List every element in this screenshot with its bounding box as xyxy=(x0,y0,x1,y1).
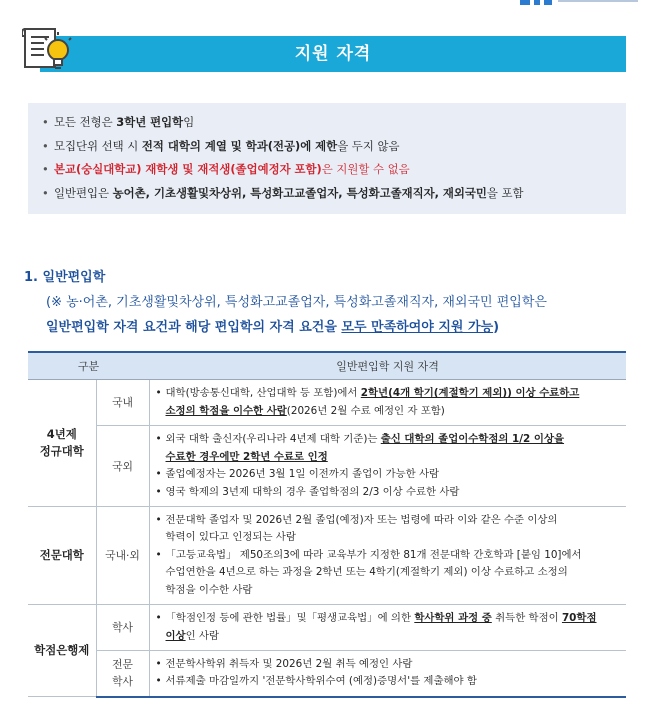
requirement-cell: • 전문대학 졸업자 및 2026년 2월 졸업(예정)자 또는 법령에 따라 이와 같은 수준 이상의 학력이 있다고 인정되는 사람 • 「고등교육법」 제50조의3에 따라 교육부가 지정한 81개 전문대학 간호학과 [붙임 10]에서 수업연한을 4년으로 하는 과정을 2학년 또는 4학기(계절학기 제외) 이상 수료하고 소정의 학점을 이수한 사람 xyxy=(149,507,626,605)
category-four-year: 4년제 정규대학 xyxy=(28,380,96,507)
section-note-line2: 일반편입학 자격 요건과 해당 편입학의 자격 요건을 모두 만족하여야 지원 가능) xyxy=(46,320,500,335)
subcategory-domestic: 국내 xyxy=(96,380,149,426)
subcategory-domestic-foreign: 국내·외 xyxy=(96,507,149,605)
requirements-table xyxy=(28,351,626,698)
notice-item: • 본교(숭실대학교) 재학생 및 재적생(졸업예정자 포함)은 지원할 수 없음 xyxy=(42,162,410,177)
requirement-cell: • 외국 대학 출신자(우리나라 4년제 대학 기준)는 출신 대학의 졸업이수학점의 1/2 이상을 수료한 경우에만 2학년 수료로 인정 • 졸업예정자는 2026년 3월 1일 이전까지 졸업이 가능한 사람 • 영국 학제의 3년제 대학의 경우 졸업학점의 2/3 이상 수료한 사람 xyxy=(149,426,626,507)
header-requirement: 일반편입학 지원 자격 xyxy=(149,352,626,380)
notice-item: • 모집단위 선택 시 전적 대학의 계열 및 학과(전공)에 제한을 두지 않음 xyxy=(42,138,400,153)
notice-item: • 일반편입은 농어촌, 기초생활및차상위, 특성화고교졸업자, 특성화고졸재직자, 재외국민을 포함 xyxy=(42,185,524,200)
subcategory-bachelor: 학사 xyxy=(96,605,149,651)
header-category: 구분 xyxy=(28,352,149,380)
requirement-cell: • 전문학사학위 취득자 및 2026년 2월 취득 예정인 사람 • 서류제출 마감일까지 '전문학사학위수여 (예정)증명서'를 제출해야 함 xyxy=(149,651,626,697)
subcategory-associate: 전문 학사 xyxy=(96,651,149,697)
top-logo-fragment xyxy=(520,0,640,6)
section-title: 1. 일반편입학 xyxy=(24,270,106,285)
notice-box xyxy=(28,103,626,214)
section-note-line1: (※ 농·어촌, 기초생활및차상위, 특성화고교졸업자, 특성화고졸재직자, 재외국민 편입학은 xyxy=(46,295,547,310)
notice-item: • 모든 전형은 3학년 편입학임 xyxy=(42,115,195,129)
requirement-cell: • 대학(방송통신대학, 산업대학 등 포함)에서 2학년(4개 학기(계절학기 제외)) 이상 수료하고 소정의 학점을 이수한 사람(2026년 2월 수료 예정인 자 포함) xyxy=(149,380,626,426)
requirement-cell: • 「학점인정 등에 관한 법률」및「평생교육법」에 의한 학사학위 과정 중 취득한 학점이 70학점 이상인 사람 xyxy=(149,605,626,651)
category-credit-bank: 학점은행제 xyxy=(28,605,96,697)
category-junior-college: 전문대학 xyxy=(28,507,96,605)
page-title: 지원 자격 xyxy=(294,44,372,64)
subcategory-foreign: 국외 xyxy=(96,426,149,507)
